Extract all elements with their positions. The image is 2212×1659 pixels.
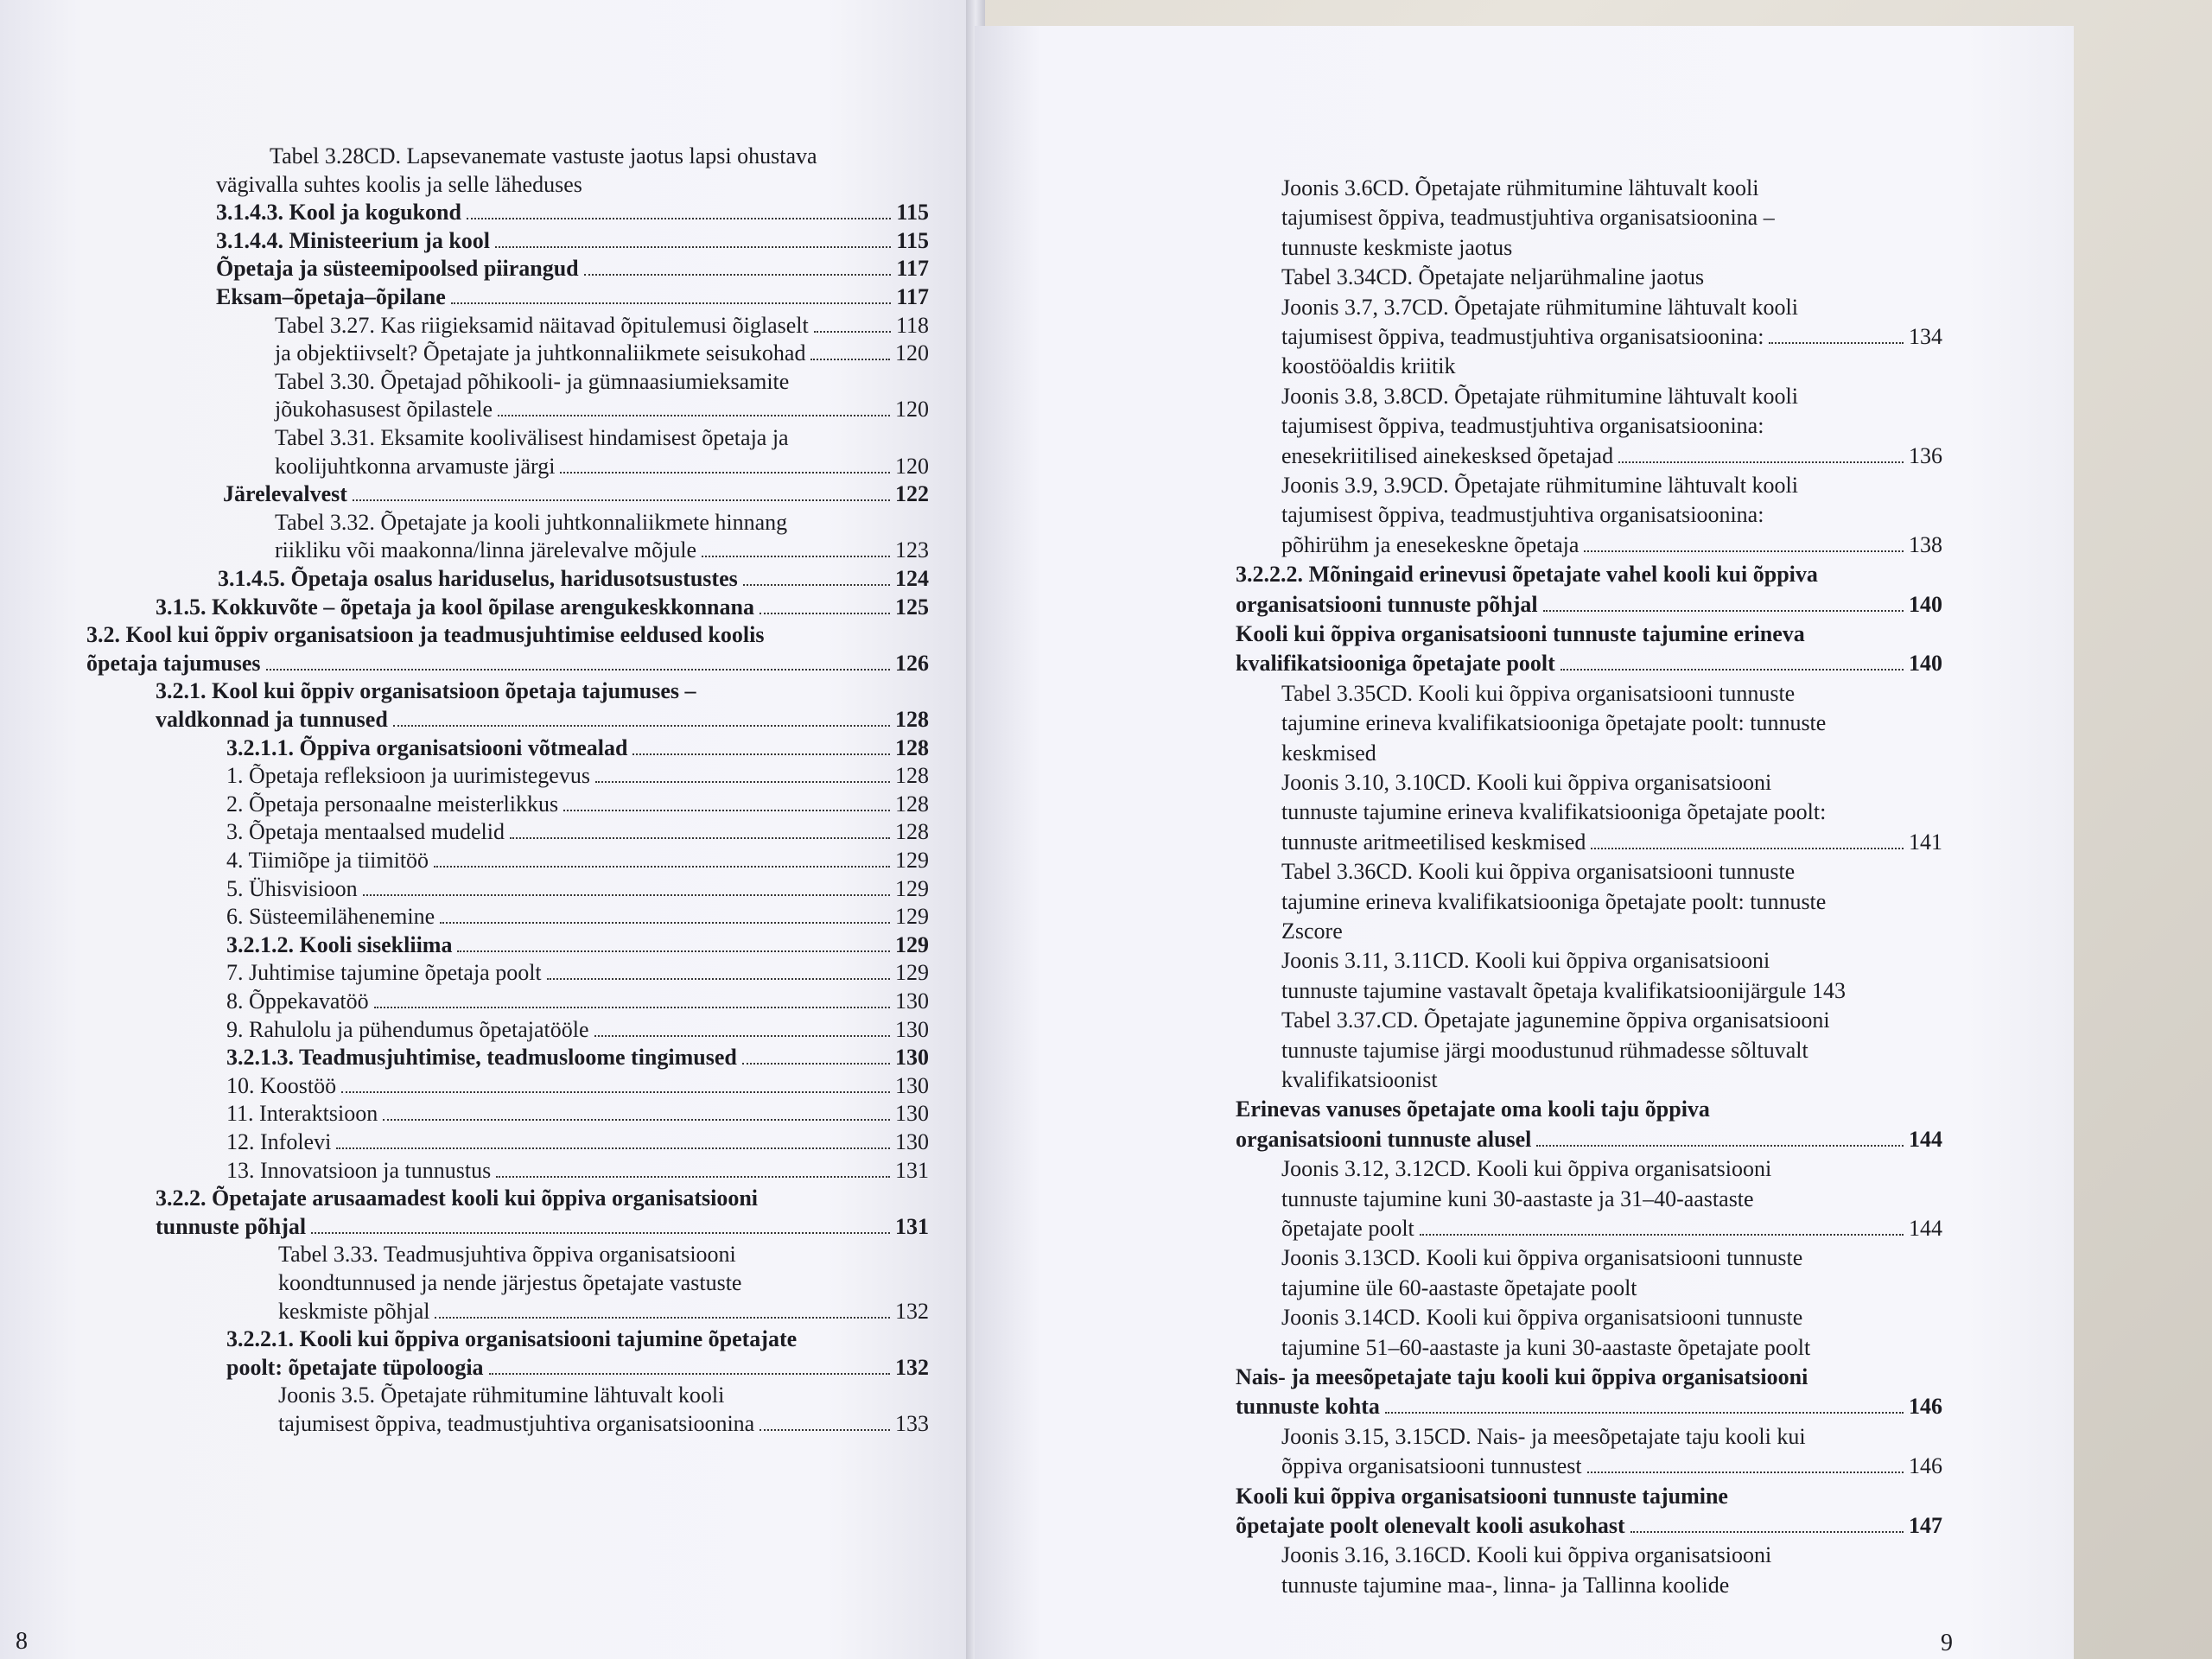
toc-entry-text: 6. Süsteemilähenemine (226, 904, 435, 930)
toc-entry-text: Tabel 3.33. Teadmusjuhtiva õppiva organisatsiooni (278, 1242, 736, 1268)
toc-entry (226, 988, 929, 1015)
leader-dots (1591, 848, 1904, 849)
toc-entry (1281, 1215, 1942, 1243)
toc-entry (278, 1382, 724, 1409)
leader-dots (1769, 342, 1904, 344)
toc-entry (1236, 591, 1942, 619)
toc-entry-text: tunnuste tajumine kuni 30-aastaste ja 31–40-aastaste (1281, 1185, 1754, 1211)
leader-dots (1587, 1471, 1904, 1473)
toc-entry (278, 1410, 929, 1438)
toc-entry-text: Joonis 3.12, 3.12CD. Kooli kui õppiva organisatsiooni (1281, 1156, 1772, 1182)
toc-entry-text: Joonis 3.6CD. Õpetajate rühmitumine lähtuvalt kooli (1281, 175, 1759, 200)
toc-entry-page: 117 (896, 284, 929, 309)
toc-entry (223, 480, 929, 508)
toc-entry-text: tajumisest õppiva, teadmustjuhtiva organisatsioonina: (1281, 502, 1764, 528)
toc-entry-page: 130 (895, 1129, 929, 1154)
leader-dots (440, 922, 890, 924)
toc-entry (1236, 1126, 1942, 1154)
toc-entry-text: 3.2.2. Õpetajate arusaamadest kooli kui õppiva organisatsiooni (156, 1185, 759, 1211)
toc-entry-text: ja objektiivselt? Õpetajate ja juhtkonnaliikmete seisukohad (275, 340, 806, 366)
toc-entry (1236, 1096, 1710, 1123)
toc-entry (275, 537, 929, 564)
leader-dots (341, 1091, 890, 1093)
toc-entry (156, 594, 929, 621)
toc-entry (275, 368, 789, 396)
toc-entry-text: Joonis 3.16, 3.16CD. Kooli kui õppiva organisatsiooni (1281, 1542, 1772, 1568)
toc-entry (1281, 501, 1764, 529)
toc-entry (1281, 531, 1942, 559)
toc-entry-page: 129 (895, 875, 929, 901)
toc-entry-page: 120 (895, 340, 929, 366)
toc-entry (1281, 709, 1826, 737)
right-page (975, 26, 2074, 1659)
leader-dots (451, 302, 892, 304)
toc-entry (1281, 1423, 1806, 1451)
toc-entry-text: tajumisest õppiva, teadmustjuhtiva organisatsioonina (278, 1411, 755, 1436)
toc-entry-text: 5. Ühisvisioon (226, 875, 358, 901)
leader-dots (1536, 1145, 1904, 1147)
leader-dots (374, 1007, 890, 1008)
toc-entry-page: 140 (1909, 591, 1942, 617)
toc-entry-text: Joonis 3.8, 3.8CD. Õpetajate rühmitumine lähtuvalt kooli (1281, 383, 1798, 409)
toc-entry-text: 3. Õpetaja mentaalsed mudelid (226, 819, 505, 845)
toc-entry-text: valdkonnad ja tunnused (156, 707, 388, 732)
toc-entry-text: õpetaja tajumuses (86, 650, 261, 676)
toc-entry-text: 7. Juhtimise tajumine õpetaja poolt (226, 960, 542, 986)
leader-dots (336, 1147, 890, 1149)
toc-entry-page: 129 (895, 848, 929, 873)
toc-entry-text: 3.1.5. Kokkuvõte – õpetaja ja kool õpilase arengukeskkonnana (156, 594, 754, 620)
toc-entry-page: 131 (895, 1157, 929, 1183)
toc-entry-text: Nais- ja meesõpetajate taju kooli kui õppiva organisatsiooni (1236, 1364, 1808, 1389)
leader-dots (584, 274, 892, 276)
toc-entry-text: enesekriitilised ainekesksed õpetajad (1281, 442, 1614, 468)
toc-entry-page: 115 (896, 200, 929, 226)
toc-entry (1281, 1304, 1802, 1332)
toc-entry-text: tajumisest õppiva, teadmustjuhtiva organisatsioonina – (1281, 205, 1775, 231)
toc-entry (1236, 620, 1805, 648)
leader-dots (814, 331, 891, 333)
toc-entry (216, 255, 929, 283)
leader-dots (1618, 461, 1904, 463)
toc-entry-page: 122 (895, 481, 929, 507)
toc-entry (1281, 947, 1770, 975)
leader-dots (434, 866, 890, 868)
toc-entry-text: riikliku või maakonna/linna järelevalve mõjule (275, 537, 697, 563)
toc-entry-text: Joonis 3.15, 3.15CD. Nais- ja meesõpetajate taju kooli kui (1281, 1423, 1806, 1449)
leader-dots (311, 1232, 890, 1234)
toc-entry-text: tunnuste tajumine erineva kvalifikatsiooniga õpetajate poolt: (1281, 799, 1827, 825)
toc-entry (278, 1269, 741, 1297)
toc-entry (1281, 977, 1846, 1005)
toc-entry (226, 875, 929, 903)
toc-entry-text: 12. Infolevi (226, 1129, 332, 1154)
toc-entry-page: 128 (895, 734, 929, 760)
toc-entry (1236, 1393, 1942, 1421)
toc-entry-text: kvalifikatsiooniga õpetajate poolt (1236, 651, 1555, 677)
toc-entry-text: koondtunnused ja nende järjestus õpetajate vastuste (278, 1270, 742, 1295)
toc-entry-text: 3.2. Kool kui õppiv organisatsioon ja teadmusjuhtimise eeldused koolis (86, 622, 765, 648)
toc-entry (216, 171, 582, 199)
toc-entry-text: tunnuste kohta (1236, 1394, 1380, 1420)
toc-entry-text: Zscore (1281, 918, 1343, 944)
toc-entry (1281, 1185, 1754, 1213)
toc-entry-page: 120 (895, 453, 929, 479)
leader-dots (1385, 1412, 1904, 1414)
leader-dots (563, 810, 890, 811)
toc-entry (216, 227, 929, 255)
toc-entry (1281, 918, 1343, 945)
leader-dots (743, 584, 890, 586)
toc-entry-text: Tabel 3.32. Õpetajate ja kooli juhtkonnaliikmete hinnang (275, 509, 788, 535)
leader-dots (383, 1119, 890, 1121)
toc-entry (1281, 353, 1456, 380)
toc-entry (278, 1298, 929, 1325)
toc-entry-text: vägivalla suhtes koolis ja selle läheduses (216, 171, 582, 197)
toc-entry-text: 3.1.4.4. Ministeerium ja kool (216, 227, 491, 253)
toc-entry-text: Joonis 3.9, 3.9CD. Õpetajate rühmitumine lähtuvalt kooli (1281, 473, 1798, 498)
toc-entry (1281, 472, 1798, 499)
toc-entry-text: Tabel 3.30. Õpetajad põhikooli- ja gümnaasiumieksamite (275, 368, 790, 394)
leader-dots (495, 246, 891, 248)
leader-dots (560, 472, 890, 474)
toc-entry (1281, 798, 1826, 826)
toc-entry (226, 734, 929, 762)
leader-dots (547, 978, 890, 980)
toc-entry-text: tunnuste tajumine maa-, linna- ja Tallinna koolide (1281, 1572, 1730, 1598)
toc-entry (1281, 1155, 1771, 1183)
toc-entry-text: organisatsiooni tunnuste põhjal (1236, 591, 1538, 617)
toc-entry-page: 146 (1909, 1394, 1942, 1420)
toc-entry-text: põhirühm ja enesekeskne õpetaja (1281, 531, 1580, 557)
toc-entry (1236, 561, 1818, 588)
toc-entry-page: 133 (895, 1411, 929, 1436)
toc-entry-text: Joonis 3.14CD. Kooli kui õppiva organisatsiooni tunnuste (1281, 1305, 1803, 1331)
toc-entry (216, 199, 929, 226)
page-number-left: 8 (16, 1628, 28, 1655)
toc-entry (1281, 1037, 1808, 1065)
toc-entry (86, 650, 929, 677)
toc-entry-page: 144 (1909, 1216, 1942, 1241)
toc-entry-text: Kooli kui õppiva organisatsiooni tunnuste tajumine erineva (1236, 621, 1805, 646)
toc-entry (226, 959, 929, 987)
leader-dots (266, 669, 891, 671)
toc-entry-text: jõukohasusest õpilastele (275, 397, 493, 423)
toc-entry (1236, 1363, 1808, 1391)
toc-entry-text: tunnuste aritmeetilised keskmised (1281, 829, 1586, 855)
toc-entry-text: 3.2.2.1. Kooli kui õppiva organisatsiooni tajumine õpetajate (226, 1326, 798, 1352)
toc-entry (156, 677, 696, 705)
toc-entry (1281, 858, 1795, 886)
toc-entry-text: 3.1.4.3. Kool ja kogukond (216, 200, 461, 226)
leader-dots (457, 950, 890, 952)
toc-entry-page: 130 (895, 988, 929, 1014)
toc-entry-text: tunnuste keskmiste jaotus (1281, 234, 1513, 260)
toc-entry (275, 424, 789, 452)
toc-entry-text: 3.2.1.2. Kooli sisekliima (226, 931, 453, 957)
toc-entry-page: 140 (1909, 651, 1942, 677)
toc-entry-text: tajumine üle 60-aastaste õpetajate poolt (1281, 1274, 1637, 1300)
toc-entry-text: 8. Õppekavatöö (226, 988, 369, 1014)
toc-entry-page: 138 (1909, 531, 1942, 557)
toc-entry-page: 130 (895, 1101, 929, 1127)
toc-entry (226, 1354, 929, 1382)
leader-dots (1420, 1234, 1904, 1236)
toc-entry-text: Joonis 3.5. Õpetajate rühmitumine lähtuvalt kooli (278, 1382, 725, 1408)
toc-entry-text: Õpetaja ja süsteemipoolsed piirangud (216, 256, 579, 282)
toc-entry-text: 2. Õpetaja personaalne meisterlikkus (226, 791, 559, 817)
toc-entry-text: õpetajate poolt olenevalt kooli asukohast (1236, 1513, 1625, 1538)
toc-entry-page: 147 (1909, 1513, 1942, 1538)
leader-dots (498, 415, 890, 416)
toc-entry (226, 1100, 929, 1128)
toc-entry-text: tajumine erineva kvalifikatsiooniga õpetajate poolt: tunnuste (1281, 710, 1827, 736)
toc-entry (226, 1072, 929, 1100)
leader-dots (393, 725, 890, 727)
leader-dots (594, 1035, 890, 1037)
toc-entry-page: 128 (895, 791, 929, 817)
toc-entry-page: 115 (896, 227, 929, 253)
toc-entry-page: 128 (895, 763, 929, 789)
toc-entry-page: 132 (895, 1354, 929, 1380)
left-page (0, 0, 975, 1659)
toc-entry-text: 1. Õpetaja refleksioon ja uurimistegevus (226, 763, 590, 789)
toc-entry (226, 903, 929, 931)
toc-entry-text: 4. Tiimiõpe ja tiimitöö (226, 848, 429, 873)
toc-entry-page: 132 (895, 1298, 929, 1324)
toc-entry (156, 1185, 758, 1212)
toc-entry-text: Eksam–õpetaja–õpilane (216, 284, 446, 309)
toc-entry (1281, 1572, 1729, 1599)
leader-dots (467, 218, 892, 219)
toc-entry-text: 3.2.2.2. Mõningaid erinevusi õpetajate vahel kooli kui õppiva (1236, 562, 1818, 588)
leader-dots (496, 1176, 890, 1178)
toc-entry-page: 125 (895, 594, 929, 620)
toc-entry (1281, 829, 1942, 856)
toc-entry (278, 1241, 736, 1268)
toc-entry-text: õpetajate poolt (1281, 1216, 1414, 1241)
toc-entry (218, 565, 929, 593)
page-number-right: 9 (1941, 1630, 1953, 1656)
toc-entry-page: 130 (895, 1016, 929, 1042)
toc-entry-text: Tabel 3.37.CD. Õpetajate jagunemine õppiva organisatsiooni (1281, 1007, 1830, 1033)
toc-entry (156, 1213, 929, 1241)
toc-entry (156, 706, 929, 734)
toc-entry-page: 123 (895, 537, 929, 563)
toc-entry (1281, 323, 1942, 351)
toc-entry (1236, 650, 1942, 677)
toc-entry (226, 1016, 929, 1044)
toc-entry (1281, 1541, 1771, 1569)
toc-entry (226, 931, 929, 959)
leader-dots (760, 613, 890, 614)
toc-entry-page: 129 (895, 904, 929, 930)
toc-entry-text: poolt: õpetajate tüpoloogia (226, 1354, 484, 1380)
toc-entry (1281, 888, 1826, 916)
toc-entry (1281, 175, 1758, 202)
leader-dots (435, 1317, 890, 1319)
toc-entry (1236, 1483, 1728, 1510)
toc-entry-text: keskmiste põhjal (278, 1298, 430, 1324)
toc-entry-text: Tabel 3.34CD. Õpetajate neljarühmaline jaotus (1281, 264, 1705, 290)
toc-entry-text: 3.2.1. Kool kui õppiv organisatsioon õpetaja tajumuses – (156, 678, 696, 704)
toc-entry-text: 9. Rahulolu ja pühendumus õpetajatööle (226, 1016, 589, 1042)
leader-dots (702, 556, 890, 557)
toc-entry-page: 117 (896, 256, 929, 282)
leader-dots (632, 753, 890, 755)
leader-dots (353, 499, 890, 501)
toc-entry-page: 144 (1909, 1126, 1942, 1152)
toc-entry-text: kvalifikatsioonist (1281, 1067, 1438, 1092)
toc-entry (1281, 740, 1376, 767)
toc-entry (275, 509, 787, 537)
toc-entry-page: 146 (1909, 1453, 1942, 1479)
leader-dots (1630, 1531, 1904, 1533)
toc-entry (275, 396, 929, 423)
toc-entry-text: Tabel 3.27. Kas riigieksamid näitavad õpitulemusi õiglaselt (275, 312, 809, 338)
toc-entry-text: Joonis 3.13CD. Kooli kui õppiva organisatsiooni tunnuste (1281, 1245, 1803, 1271)
toc-entry (275, 340, 929, 367)
leader-dots (742, 1063, 890, 1065)
leader-dots (810, 359, 890, 360)
toc-entry (1281, 442, 1942, 470)
toc-entry (226, 1128, 929, 1156)
toc-entry-page: 118 (895, 312, 929, 338)
toc-entry (226, 818, 929, 846)
toc-entry-page: 120 (895, 397, 929, 423)
leader-dots (1543, 610, 1904, 612)
toc-entry (1281, 294, 1798, 321)
toc-entry-text: tunnuste tajumine vastavalt õpetaja kvalifikatsioonijärgule 143 (1281, 977, 1846, 1003)
toc-entry (1281, 1066, 1438, 1094)
leader-dots (1560, 669, 1904, 671)
toc-entry-text: 3.2.1.1. Õppiva organisatsiooni võtmealad (226, 734, 628, 760)
toc-entry (86, 621, 764, 649)
toc-entry (1281, 264, 1704, 291)
toc-entry-text: Tabel 3.35CD. Kooli kui õppiva organisatsiooni tunnuste (1281, 680, 1796, 706)
toc-entry-text: õppiva organisatsiooni tunnustest (1281, 1453, 1582, 1479)
leader-dots (489, 1373, 890, 1375)
toc-entry-text: 10. Koostöö (226, 1072, 337, 1098)
toc-entry (1281, 769, 1771, 797)
toc-entry-text: 3.1.4.5. Õpetaja osalus hariduselus, haridusotsustustes (218, 566, 738, 591)
toc-entry-text: Erinevas vanuses õpetajate oma kooli taju õppiva (1236, 1096, 1710, 1122)
leader-dots (760, 1429, 890, 1431)
toc-entry-text: tajumine erineva kvalifikatsiooniga õpetajate poolt: tunnuste (1281, 888, 1827, 914)
toc-entry-text: Joonis 3.10, 3.10CD. Kooli kui õppiva organisatsiooni (1281, 770, 1772, 795)
toc-entry (1281, 204, 1775, 232)
toc-entry-text: organisatsiooni tunnuste alusel (1236, 1126, 1532, 1152)
toc-entry (226, 847, 929, 874)
toc-entry-page: 129 (895, 960, 929, 986)
leader-dots (510, 837, 890, 839)
toc-entry-text: koolijuhtkonna arvamuste järgi (275, 453, 556, 479)
toc-entry (226, 1157, 929, 1185)
toc-entry-page: 126 (895, 650, 929, 676)
toc-entry-page: 136 (1909, 442, 1942, 468)
toc-entry (1281, 383, 1798, 410)
toc-entry-page: 124 (895, 566, 929, 591)
toc-entry-text: Joonis 3.7, 3.7CD. Õpetajate rühmitumine lähtuvalt kooli (1281, 294, 1798, 320)
toc-entry-text: 11. Interaktsioon (226, 1101, 378, 1127)
toc-entry-text: Järelevalvest (223, 481, 347, 507)
toc-entry (1281, 1452, 1942, 1480)
leader-dots (363, 894, 890, 896)
toc-entry-text: tunnuste tajumise järgi moodustunud rühmadesse sõltuvalt (1281, 1037, 1808, 1063)
toc-entry-page: 130 (895, 1072, 929, 1098)
toc-entry-page: 128 (895, 819, 929, 845)
toc-entry-text: tajumine 51–60-aastaste ja kuni 30-aastaste õpetajate poolt (1281, 1334, 1811, 1360)
toc-entry (226, 762, 929, 790)
toc-entry (1281, 1007, 1830, 1034)
toc-entry (1281, 234, 1512, 262)
toc-entry-text: tajumisest õppiva, teadmustjuhtiva organisatsioonina: (1281, 413, 1764, 439)
toc-entry (226, 791, 929, 818)
toc-entry-page: 129 (895, 931, 929, 957)
toc-entry (275, 312, 929, 340)
toc-entry (1281, 680, 1795, 708)
toc-entry (226, 1325, 797, 1353)
toc-entry-text: Tabel 3.36CD. Kooli kui õppiva organisatsiooni tunnuste (1281, 859, 1796, 885)
toc-entry-page: 131 (895, 1213, 929, 1239)
toc-entry-page: 128 (895, 707, 929, 732)
toc-entry-text: tajumisest õppiva, teadmustjuhtiva organisatsioonina: (1281, 324, 1764, 349)
toc-entry (1281, 1244, 1802, 1272)
toc-entry-text: tunnuste põhjal (156, 1213, 307, 1239)
toc-entry-text: 13. Innovatsioon ja tunnustus (226, 1157, 492, 1183)
toc-entry-text: keskmised (1281, 740, 1376, 766)
toc-entry-text: Kooli kui õppiva organisatsiooni tunnuste tajumine (1236, 1483, 1728, 1509)
toc-entry-text: 3.2.1.3. Teadmusjuhtimise, teadmusloome tingimused (226, 1045, 737, 1071)
toc-entry (216, 283, 929, 311)
toc-entry-text: Joonis 3.11, 3.11CD. Kooli kui õppiva organisatsiooni (1281, 948, 1770, 974)
toc-entry (1281, 1334, 1810, 1362)
leader-dots (595, 781, 890, 783)
toc-entry-text: koostööaldis kriitik (1281, 353, 1456, 379)
toc-entry-page: 134 (1909, 324, 1942, 349)
toc-entry (275, 453, 929, 480)
toc-entry (270, 143, 817, 170)
toc-entry-text: Tabel 3.28CD. Lapsevanemate vastuste jaotus lapsi ohustava (270, 143, 817, 168)
toc-entry-page: 141 (1909, 829, 1942, 855)
toc-entry (226, 1044, 929, 1071)
toc-entry-page: 130 (895, 1045, 929, 1071)
toc-entry (1281, 1274, 1637, 1302)
toc-entry-text: Tabel 3.31. Eksamite koolivälisest hindamisest õpetaja ja (275, 425, 789, 450)
toc-entry (1236, 1512, 1942, 1540)
leader-dots (1584, 550, 1904, 552)
toc-entry (1281, 412, 1764, 440)
